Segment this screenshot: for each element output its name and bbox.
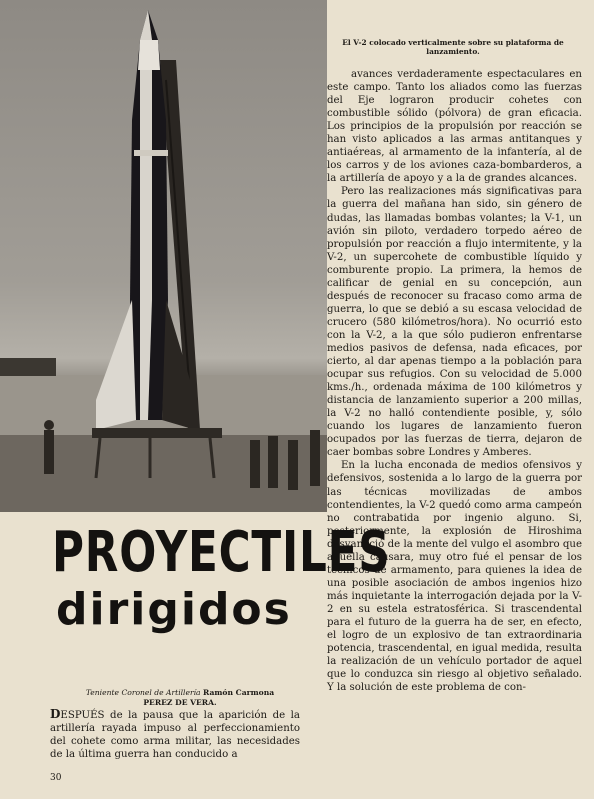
- author-surname: PEREZ DE VERA.: [143, 698, 217, 707]
- rocket-illustration: [0, 0, 327, 512]
- page-number: 30: [50, 773, 62, 783]
- right-column-text: [327, 68, 582, 694]
- article-title-line2: dirigidos: [56, 584, 292, 635]
- paragraph: avances verdaderamente espectaculares en este campo. Tanto los aliados como las fuerzas del Eje lograron producir cohetes con combustible sólido (pólvora) de gran eficacia. Los principios de la propulsión por reacción se han visto aplicados a las armas antitanques y antiaéreas, al armamento de la infantería, al de los carros y de los aviones caza-bombarderos, a la artillería de apoyo y a la de grandes alcances.: [327, 69, 582, 185]
- article-title-line1: PROYECTILES: [52, 520, 391, 585]
- author-name: Ramón Carmona: [202, 688, 275, 697]
- v2-rocket-photo: [0, 0, 327, 512]
- left-column-text: [50, 708, 300, 761]
- opening-paragraph: [50, 708, 300, 761]
- paragraph: En la lucha enconada de medios ofensivos y defensivos, sostenida a lo largo de la guerra por las técnicas movilizadas de ambos contendientes, la V-2 quedó como arma campeón no contrabatida por ingenio alguno. Si, posteriormente, la explosión de Hiroshima desvaneció de la mente del vulgo el asombro que aquélla causara, muy otro fué el pensar de los técnicos de armamento, para quienes la idea de una posible asociación de ambos ingenios hizo más inquietante la interrogación dejada por la V-2 en su estela estratosférica. Si trascendental para el futuro de la guerra ha de ser, en efecto, el logro de un explosivo de tan extraordinaria potencia, trascendental, en igual medida, resulta la realización de un vehículo portador de aquel que lo conduzca sin riesgo al objetivo señalado. Y la solución de este problema de con-: [327, 460, 582, 694]
- photo-caption: El V-2 colocado verticalmente sobre su plataforma de lanzamiento.: [342, 38, 564, 56]
- opening-text: ESPUÉS de la pausa que la aparición de la artillería rayada impuso al perfeccionamiento del cohete como arma militar, las necesidades de la última guerra han conducido a: [50, 710, 300, 761]
- author-prefix: Teniente Coronel de Artillería: [85, 688, 201, 697]
- paragraph: Pero las realizaciones más significativas para la guerra del mañana han sido, sin género de dudas, las llamadas bombas volantes; la V-1, un avión sin piloto, verdadero torpedo aéreo de propulsión por reacción a flujo intermitente, y la V-2, un supercohete de combustible líquido y comburente propio. La primera, la hemos de calificar de genial en su concepción, aun después de reconocer su fracaso como arma de guerra, lo que se debió a su escasa velocidad de crucero (580 kilómetros/hora). No ocurrió esto con la V-2, a la que sólo pudieron enfrentarse medios pasivos de defensa, nada eficaces, por cierto, al dar apenas tiempo a la población para ocupar sus refugios. Con su velocidad de 5.000 kms./h., ordenada máxima de 100 kilómetros y distancia de lanzamiento superior a 200 millas, la V-2 no halló contendiente posible, y, sólo cuando los lugares de lanzamiento fueron ocupados por las fuerzas de tierra, dejaron de caer bombas sobre Londres y Amberes.: [327, 186, 582, 459]
- drop-cap: D: [50, 707, 61, 721]
- author-byline: [58, 688, 302, 708]
